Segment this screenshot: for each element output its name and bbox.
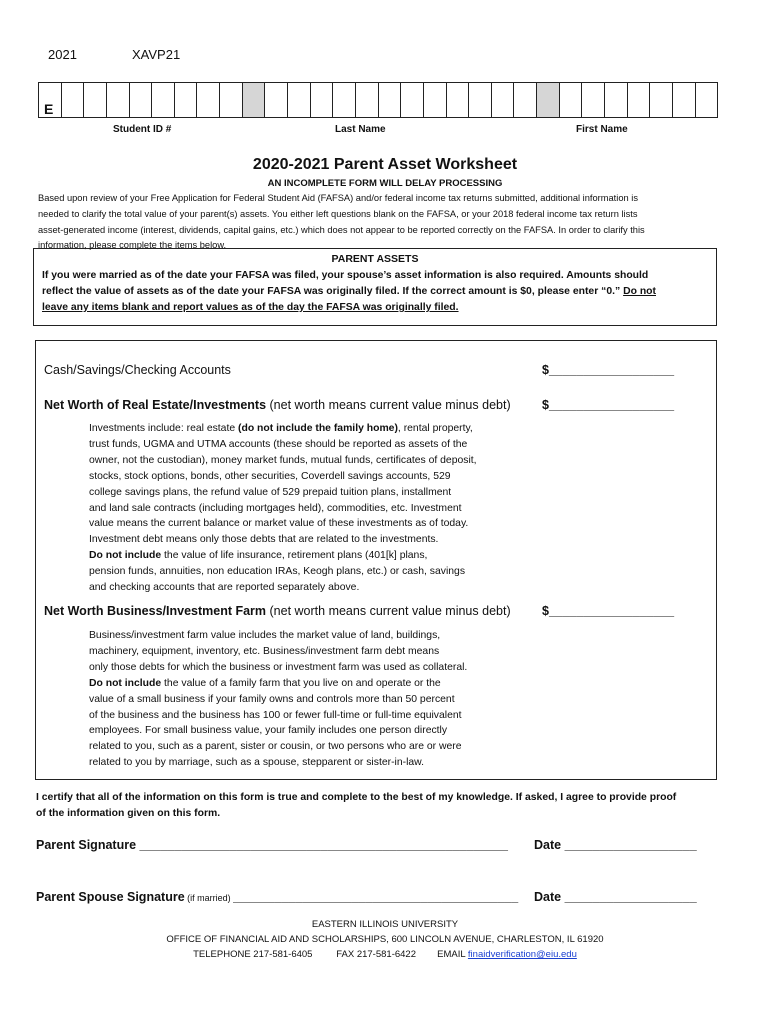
footer-contact	[0, 949, 770, 960]
spouse-signature-field[interactable]: Parent Spouse Signature (if married) _________________________________________	[36, 890, 519, 904]
first-name-cell[interactable]	[582, 83, 605, 117]
student-id-cell[interactable]	[130, 83, 153, 117]
intro-paragraph	[38, 191, 724, 254]
intro-line: needed to clarify the total value of your parent(s) assets. You either left questions blank on the FAFSA, or your 2018 federal income tax return lists	[38, 208, 638, 219]
parent-assets-instructions	[42, 268, 710, 316]
parent-signature-field[interactable]: Parent Signature _____________________________________________________	[36, 838, 508, 852]
student-id-cell[interactable]	[152, 83, 175, 117]
separator-cell	[243, 83, 266, 117]
parent-assets-box	[33, 248, 717, 326]
certification-statement: I certify that all of the information on this form is true and complete to the best of my knowledge. If asked, I agree to provide proof of the information given on this form.	[36, 792, 677, 819]
last-name-cell[interactable]	[356, 83, 379, 117]
last-name-label: Last Name	[335, 124, 386, 135]
farm-description: Business/investment farm value includes the market value of land, buildings, machinery, equipment, inventory, etc. Business/investment farm debt means only those debts for which the business or investment farm was used as collateral. Do not include the value of a family farm that you live on and operate or the value of a small business if your family owns and controls more than 50 percent of the business and the business has 100 or fewer full-time or full-time equivalent employees. For small business value, your family includes one person directly related to you, such as a parent, sister or cousin, or two persons who are or were related to you by marriage, such as a spouse, stepparent or sister-in-law.	[89, 630, 468, 769]
parent-assets-heading: PARENT ASSETS	[331, 253, 419, 265]
id-name-grid	[38, 82, 718, 118]
form-year: 2021	[48, 47, 77, 62]
last-name-cell[interactable]	[401, 83, 424, 117]
student-id-cell[interactable]	[84, 83, 107, 117]
last-name-cell[interactable]	[311, 83, 334, 117]
first-name-cell[interactable]	[650, 83, 673, 117]
real-estate-amount-field[interactable]: $__________________	[542, 398, 675, 412]
student-id-cell[interactable]	[220, 83, 243, 117]
footer-address: OFFICE OF FINANCIAL AID AND SCHOLARSHIPS, 600 LINCOLN AVENUE, CHARLESTON, IL 61920	[166, 934, 604, 945]
cash-label: Cash/Savings/Checking Accounts	[44, 363, 231, 377]
student-id-cell[interactable]	[107, 83, 130, 117]
first-name-cell[interactable]	[673, 83, 696, 117]
email-link[interactable]: finaidverification@eiu.edu	[467, 949, 577, 960]
farm-amount-field[interactable]: $__________________	[542, 604, 675, 618]
first-name-cell[interactable]	[605, 83, 628, 117]
intro-line: asset-generated income (interest, dividends, capital gains, etc.) which does not appear to be reported correctly on the FAFSA. In order to clarify this	[38, 224, 645, 235]
first-name-label: First Name	[576, 124, 628, 135]
last-name-cell[interactable]	[379, 83, 402, 117]
last-name-cell[interactable]	[265, 83, 288, 117]
first-name-cell[interactable]	[696, 83, 718, 117]
page-title: 2020-2021 Parent Asset Worksheet	[252, 156, 518, 173]
id-prefix: E	[44, 101, 54, 117]
last-name-cell[interactable]	[447, 83, 470, 117]
first-name-cell[interactable]	[628, 83, 651, 117]
last-name-cell[interactable]	[288, 83, 311, 117]
real-estate-label: Net Worth of Real Estate/Investments (net worth means current value minus debt)	[44, 398, 511, 412]
instruction-line: leave any items blank and report values as of the day the FAFSA was originally filed.	[42, 302, 459, 313]
instruction-line: If you were married as of the date your FAFSA was filed, your spouse’s asset information is also required. Amounts should	[42, 270, 649, 281]
separator-cell	[537, 83, 560, 117]
real-estate-description: Investments include: real estate (do not include the family home), rental property, trust funds, UGMA and UTMA accounts (these should be reported as assets of the owner, not the custodian), money market funds, mutual funds, certificates of deposit, stocks, stock options, bonds, other securities, Coverdell savings accounts, 529 college savings plans, the refund value of 529 prepaid tuition plans, installment and land sale contracts (including mortgages held), commodities, etc. Investment value means the current balance or market value of these investments as of today. Investment debt means only those debts that are related to the investments. Do not include the value of life insurance, retirement plans (401[k] plans, pension funds, annuities, non education IRAs, Keogh plans, etc.) or cash, savings and checking accounts that are reported separately above.	[89, 423, 477, 594]
intro-line: information, please complete the items below.	[38, 240, 227, 251]
student-id-cell[interactable]	[197, 83, 220, 117]
last-name-cell[interactable]	[514, 83, 537, 117]
student-id-label: Student ID #	[113, 124, 172, 135]
last-name-cell[interactable]	[492, 83, 515, 117]
first-name-cell[interactable]	[560, 83, 583, 117]
parent-date-field[interactable]: Date ___________________	[534, 838, 697, 852]
footer-university: EASTERN ILLINOIS UNIVERSITY	[311, 919, 459, 930]
id-prefix-cell	[39, 83, 62, 117]
intro-line: Based upon review of your Free Application for Federal Student Aid (FAFSA) and/or federal income tax returns submitted, additional information is	[38, 193, 638, 203]
footer-email-label: EMAIL	[437, 949, 468, 960]
farm-label: Net Worth Business/Investment Farm (net worth means current value minus debt)	[44, 604, 511, 618]
cash-amount-field[interactable]: $__________________	[542, 363, 675, 377]
page-subtitle: AN INCOMPLETE FORM WILL DELAY PROCESSING	[267, 178, 503, 189]
footer-phone: TELEPHONE 217-581-6405	[193, 949, 313, 960]
last-name-cell[interactable]	[424, 83, 447, 117]
spouse-date-field[interactable]: Date ___________________	[534, 890, 697, 904]
form-code: XAVP21	[132, 47, 181, 62]
instruction-line: reflect the value of assets as of the date your FAFSA was originally filed. If the correct amount is $0, please enter “0.” Do not	[42, 286, 656, 297]
last-name-cell[interactable]	[469, 83, 492, 117]
student-id-cell[interactable]	[62, 83, 85, 117]
footer-fax: FAX 217-581-6422	[336, 949, 416, 960]
do-not-underlined: Do not	[623, 286, 656, 297]
student-id-cell[interactable]	[175, 83, 198, 117]
last-name-cell[interactable]	[333, 83, 356, 117]
